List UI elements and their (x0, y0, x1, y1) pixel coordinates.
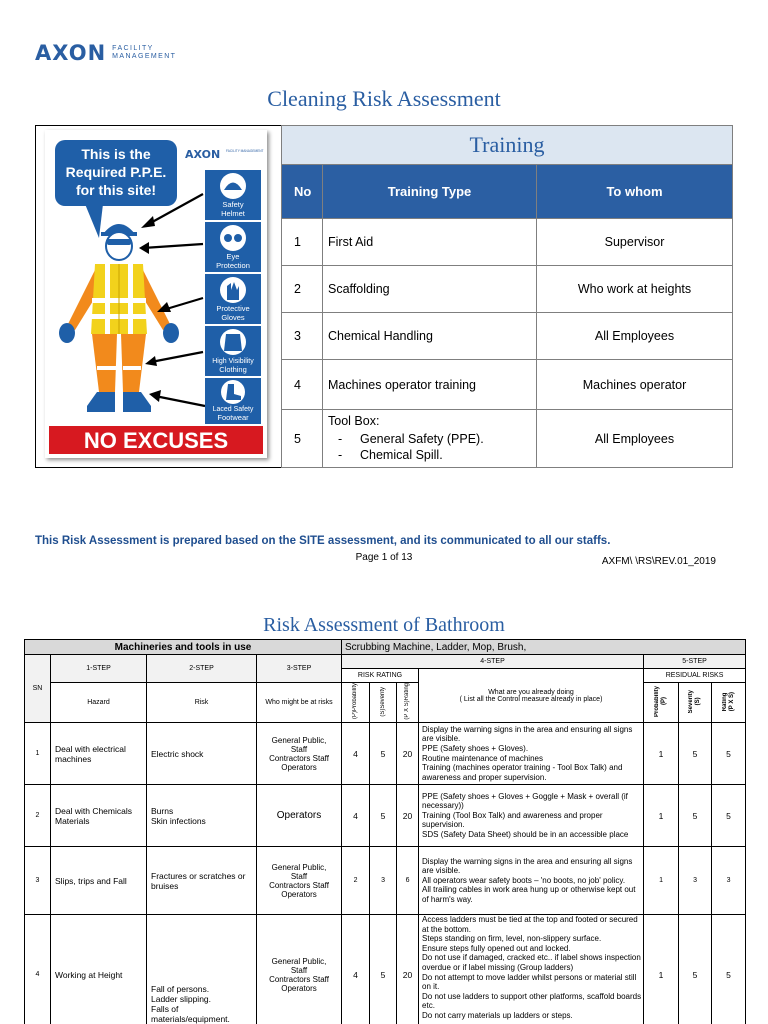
svg-text:Laced Safety: Laced Safety (212, 406, 254, 413)
risk-header: Risk (147, 683, 257, 723)
row-no: 5 (282, 410, 323, 468)
training-table (281, 125, 733, 468)
row-type: First Aid (323, 219, 537, 266)
ppe-item-footwear (205, 378, 261, 424)
table-row: 1 Deal with electrical machines Electric shock General Public, Staff Contractors Staff Operators 4 5 20 Display the warning signs in the area and ensuring all signs are visible. PPE (Safety shoes + Gloves). Routine maintenance of machines Training (machines operator training - Tool Box Talk) and awareness and proper supervision. 1 5 5 (25, 723, 746, 785)
row-no: 1 (282, 219, 323, 266)
machinery-row (25, 640, 746, 655)
row-who: All Employees (537, 313, 733, 360)
machinery-label: Machineries and tools in use (25, 640, 342, 655)
residual-risks-header: RESIDUAL RISKS (644, 669, 746, 683)
svg-text:Eye: Eye (226, 252, 240, 261)
poster-heading-2: Required P.P.E. (65, 164, 167, 180)
ppe-item-eye (205, 222, 261, 272)
table-row: 3 Slips, trips and Fall Fractures or scratches or bruises General Public, Staff Contractors Staff Operators 2 3 6 Display the warning signs in the area and ensuring all signs are visible. All operators wear safety boots – 'no boots, no job' policy. All trailing cables in work area hung up or otherwise kept out of harm's way. 1 3 3 (25, 847, 746, 915)
section-title: Risk Assessment of Bathroom (263, 614, 505, 636)
poster-heading-1: This is the (81, 146, 151, 162)
row-no: 3 (282, 313, 323, 360)
ppe-poster (45, 130, 267, 458)
toolbox-label: Tool Box: (328, 414, 380, 428)
step5-header: 5-STEP (644, 655, 746, 669)
page-number: Page 1 of 13 (355, 552, 413, 563)
row-type: Chemical Handling (323, 313, 537, 360)
logo-wordmark: AXON (35, 41, 107, 65)
poster-brand: AXON (185, 148, 221, 161)
steps-row (25, 655, 746, 669)
residual-severity-header: Severity (S) (679, 683, 712, 723)
ppe-item-gloves (205, 274, 261, 324)
table-row: 2 Deal with Chemicals Materials Burns Skin infections Operators 4 5 20 PPE (Safety shoes + Gloves + Goggle + Mask + overall (if necessary)) Training (Tool Box Talk) and awareness and proper supervision. SDS (Safety Data Sheet) should be in an accessible place 1 5 5 (25, 785, 746, 847)
list-item: - Chemical Spill. (328, 447, 536, 463)
severity-header: (S)Severity (370, 683, 397, 723)
row-type: Machines operator training (323, 360, 537, 410)
machinery-value: Scrubbing Machine, Ladder, Mop, Brush, (342, 640, 746, 655)
step3-header: 3-STEP (257, 655, 342, 683)
residual-probability-header: Probability (P) (644, 683, 679, 723)
sn-header: SN (25, 655, 51, 723)
row-type (323, 410, 537, 468)
training-title: Training (282, 126, 733, 165)
svg-text:Footwear: Footwear (217, 413, 249, 422)
risk-rating-header: RISK RATING (342, 669, 419, 683)
vest-icon (224, 334, 242, 351)
toolbox-list (328, 431, 536, 463)
row-who: Who work at heights (537, 266, 733, 313)
poster-brand-sub: FACILITY MANAGEMENT (226, 149, 264, 153)
worker-figure (59, 224, 179, 412)
step2-header: 2-STEP (147, 655, 257, 683)
svg-text:Clothing: Clothing (219, 365, 247, 374)
company-logo (35, 38, 176, 68)
svg-text:High Visibility: High Visibility (212, 358, 254, 365)
row-type: Scaffolding (323, 266, 537, 313)
col-no-header: No (282, 165, 323, 219)
list-item: - General Safety (PPE). (328, 431, 536, 447)
speech-bubble (55, 140, 177, 238)
row-who: Supervisor (537, 219, 733, 266)
table-row (282, 410, 733, 468)
step4-header: 4-STEP (342, 655, 644, 669)
poster-heading-3: for this site! (75, 182, 157, 198)
footer-note: This Risk Assessment is prepared based on the SITE assessment, and its communicated to all our staffs. (35, 535, 611, 547)
row-who: All Employees (537, 410, 733, 468)
svg-text:Helmet: Helmet (221, 209, 245, 218)
ppe-item-helmet (205, 170, 261, 220)
logo-subtitle: FACILITY MANAGEMENT (112, 45, 177, 60)
col-type-header: Training Type (323, 165, 537, 219)
svg-text:Protection: Protection (216, 261, 250, 270)
table-row (282, 219, 733, 266)
document-reference: AXFM\ \RS\REV.01_2019 (601, 556, 716, 567)
rating-header: (P X S)Rating (397, 683, 419, 723)
table-row (282, 266, 733, 313)
page-title: Cleaning Risk Assessment (267, 86, 501, 111)
row-no: 2 (282, 266, 323, 313)
no-excuses-text: NO EXCUSES (83, 428, 229, 453)
row-no: 4 (282, 360, 323, 410)
table-row (282, 360, 733, 410)
probability-header: (P)Probability (342, 683, 370, 723)
svg-text:Safety: Safety (222, 200, 244, 209)
who-header: Who might be at risks (257, 683, 342, 723)
training-header-row (282, 165, 733, 219)
what-doing-header: What are you already doing ( List all the Control measure already in place) (419, 669, 644, 723)
step1-header: 1-STEP (51, 655, 147, 683)
col-who-header: To whom (537, 165, 733, 219)
hazard-header: Hazard (51, 683, 147, 723)
row-who: Machines operator (537, 360, 733, 410)
ppe-item-vest (205, 326, 261, 376)
ppe-poster-graphic (45, 130, 267, 458)
svg-text:Gloves: Gloves (221, 313, 245, 322)
residual-rating-header: Rating (P X S) (712, 683, 746, 723)
table-row: 4 Working at Height Fall of persons. Ladder slipping. Falls of materials/equipment. General Public, Staff Contractors Staff Operators 4 5 20 Access ladders must be tied at the top and footed or secured at the bottom. Steps standing on firm, level, non-slippery surface. Ensure steps fully opened out and locked. Do not use if damaged, cracked etc.. if label shows inspection overdue or if label missing (Group ladders) Do not attempt to move ladder whilst persons or material still on it. Do not use ladders to support other platforms, scaffold boards etc. Do not carry materials up ladders or steps. 1 5 5 (25, 915, 746, 1024)
table-row (282, 313, 733, 360)
risk-table (24, 639, 746, 1024)
svg-text:Protective: Protective (216, 304, 250, 313)
